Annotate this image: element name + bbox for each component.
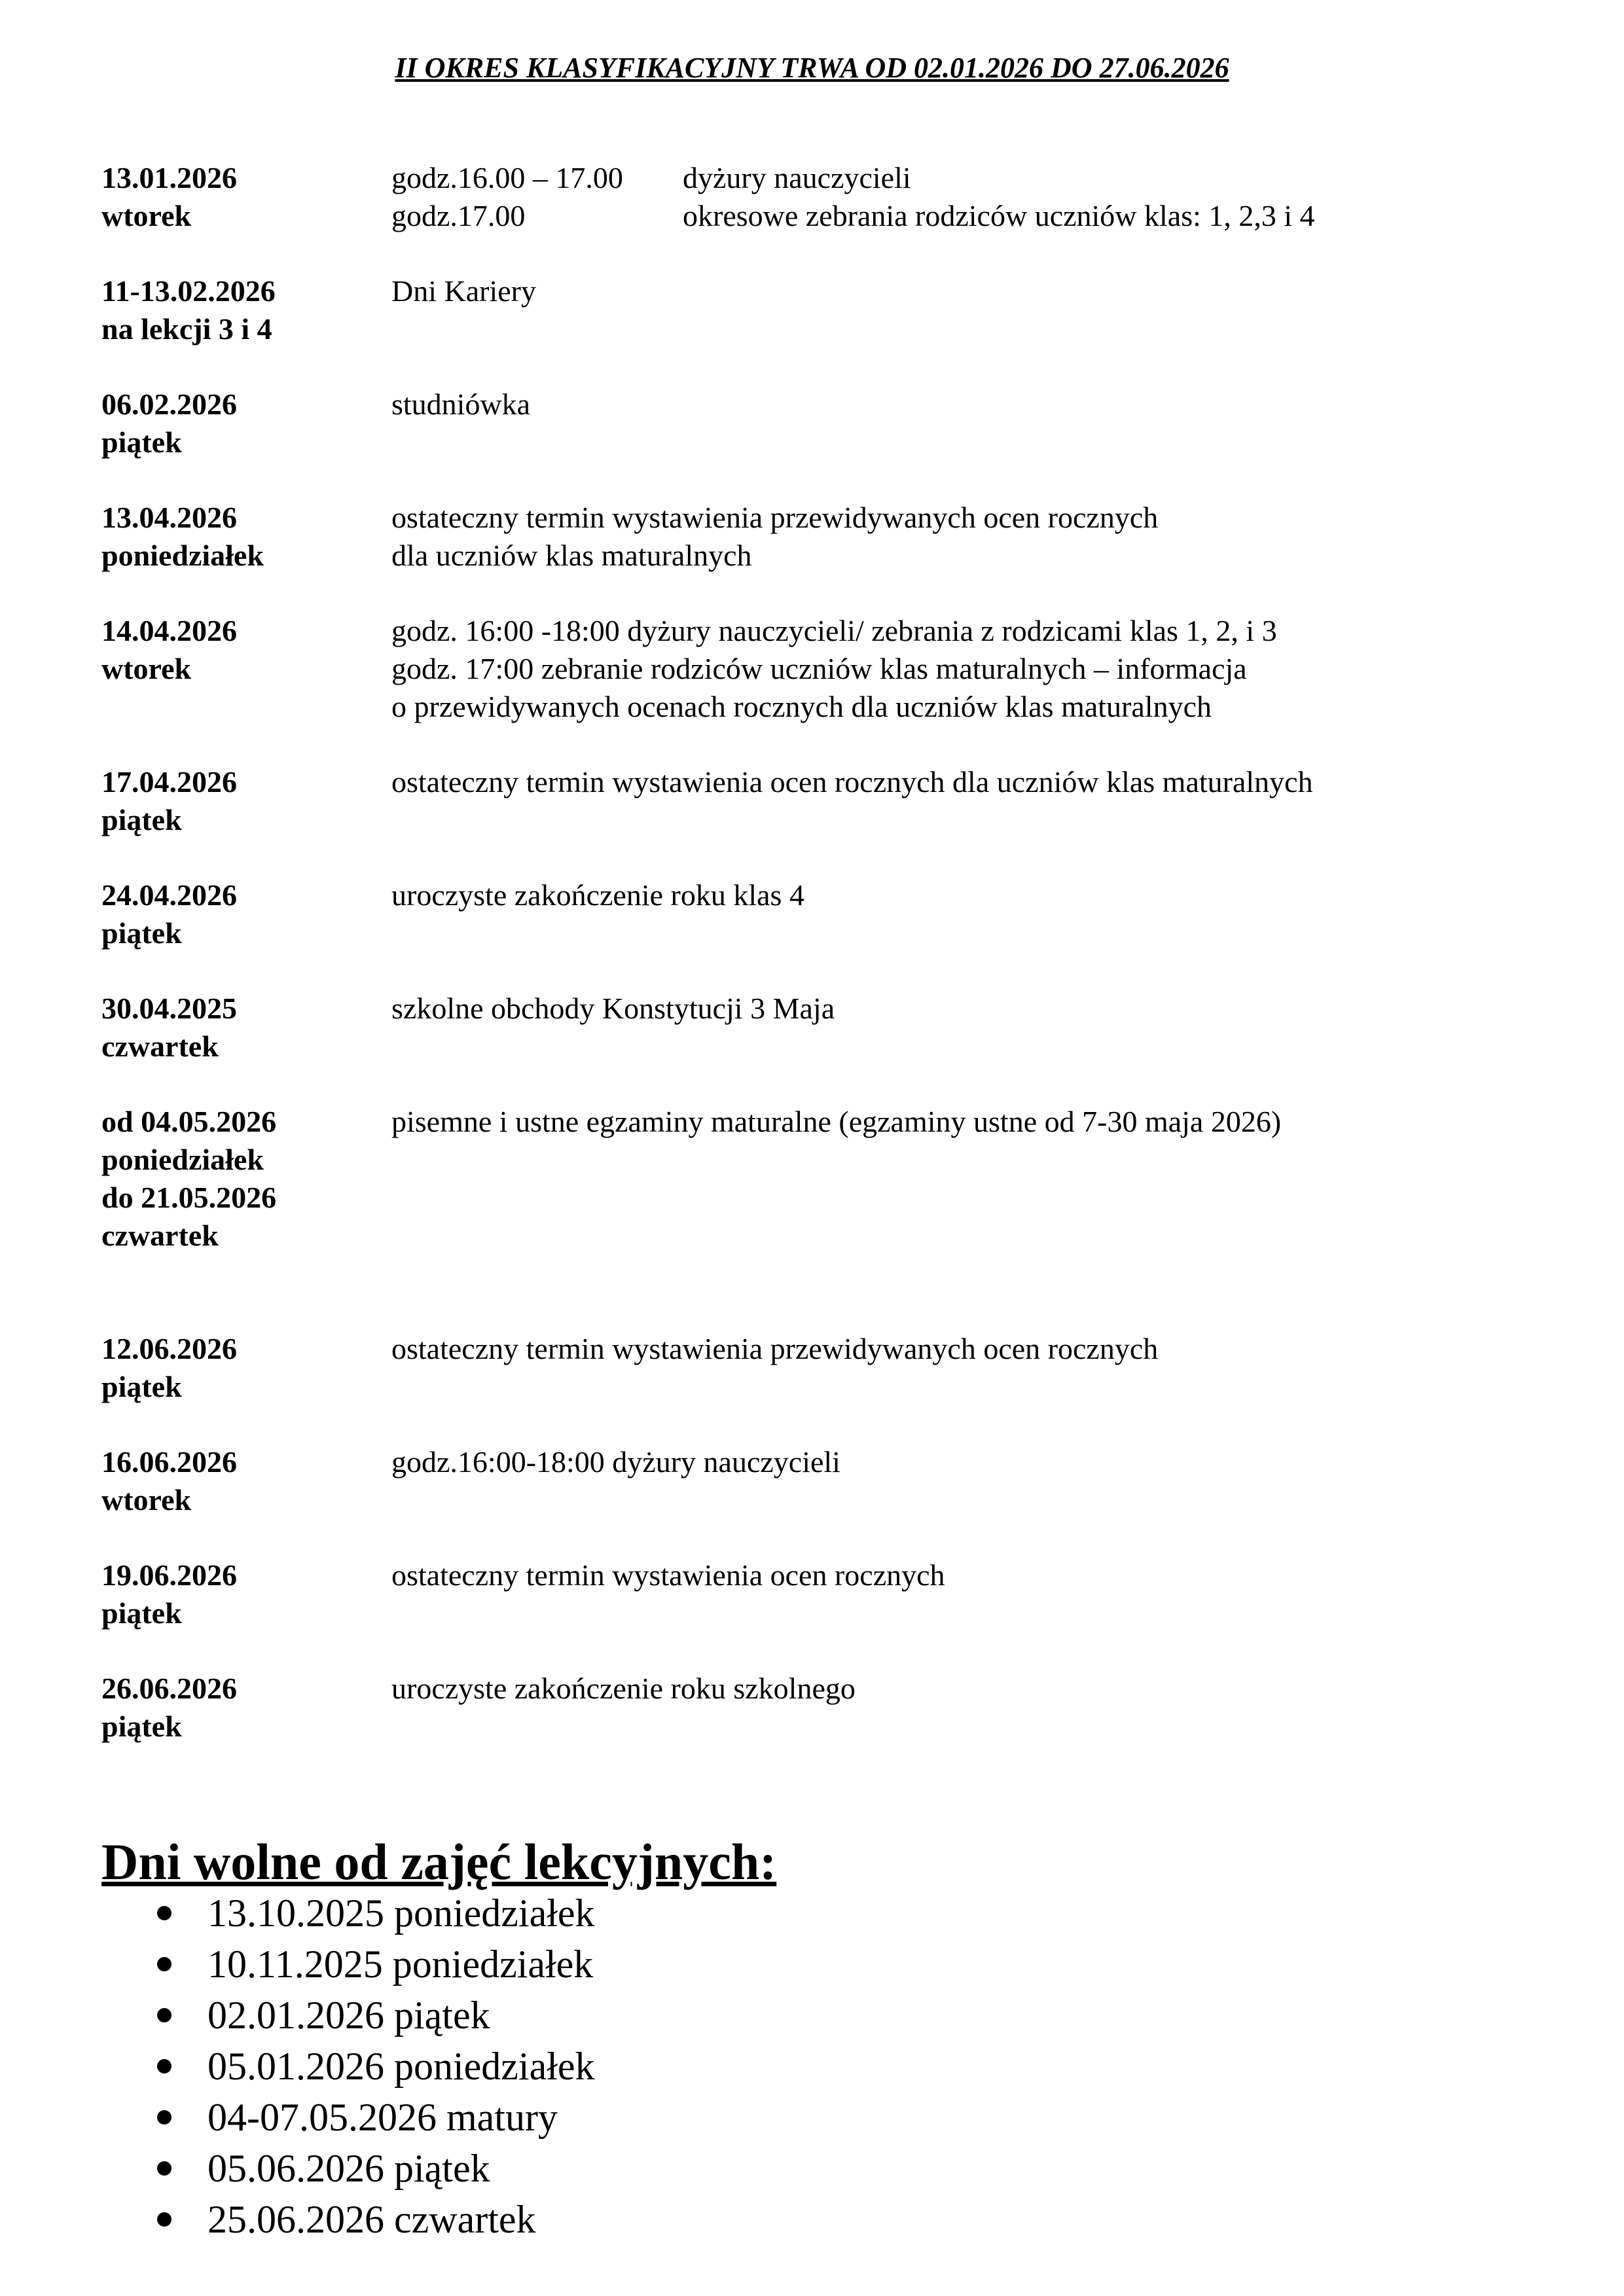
event-date-value: 13.01.2026 xyxy=(101,161,237,194)
event-date-detail: poniedziałek xyxy=(101,1143,264,1176)
event-text: Dni Kariery xyxy=(391,274,536,308)
free-day-text: 10.11.2025 poniedziałek xyxy=(208,1943,594,1986)
event-time: godz.16.00 – 17.00 xyxy=(391,161,623,194)
event-text: ostateczny termin wystawienia przewidywanych ocen rocznych xyxy=(391,501,1159,534)
event-date xyxy=(101,1443,391,1519)
event-text: godz. 17:00 zebranie rodziców uczniów klas maturalnych – informacja xyxy=(391,652,1247,685)
event-date xyxy=(101,763,391,839)
event-description xyxy=(391,386,1574,461)
events-list xyxy=(101,159,1574,1783)
event-time: godz.17.00 xyxy=(391,199,526,232)
event-description xyxy=(391,1443,1574,1519)
event-date-detail: czwartek xyxy=(101,1030,219,1063)
event-date-value: 16.06.2026 xyxy=(101,1445,237,1479)
event-text: o przewidywanych ocenach rocznych dla uczniów klas maturalnych xyxy=(391,690,1212,723)
event-date-value: 17.04.2026 xyxy=(101,765,237,798)
event-date-detail: do 21.05.2026 xyxy=(101,1181,277,1214)
free-day-text: 04-07.05.2026 matury xyxy=(208,2096,558,2139)
bullet-icon xyxy=(157,2008,171,2022)
free-day-text: 02.01.2026 piątek xyxy=(208,1994,490,2037)
event-description xyxy=(391,499,1574,575)
event-text: studniówka xyxy=(391,387,531,421)
event-date-value: 12.06.2026 xyxy=(101,1332,237,1365)
event-date-detail: czwartek xyxy=(101,1219,219,1252)
free-day-item xyxy=(101,2041,1574,2092)
event-date-detail: piątek xyxy=(101,1710,182,1743)
event-row xyxy=(101,1103,1574,1255)
event-date-detail: na lekcji 3 i 4 xyxy=(101,312,272,346)
event-description xyxy=(391,612,1574,726)
event-text: godz. 16:00 -18:00 dyżury nauczycieli/ zebrania z rodzicami klas 1, 2, i 3 xyxy=(391,614,1277,647)
event-date-detail: piątek xyxy=(101,803,182,836)
free-day-item xyxy=(101,1939,1574,1990)
event-row xyxy=(101,612,1574,726)
event-date-detail: piątek xyxy=(101,916,182,950)
free-day-text: 05.06.2026 piątek xyxy=(208,2147,490,2190)
event-text: dla uczniów klas maturalnych xyxy=(391,539,752,572)
event-date-value: 19.06.2026 xyxy=(101,1558,237,1592)
free-day-item xyxy=(101,2143,1574,2194)
free-day-item xyxy=(101,1990,1574,2041)
event-row xyxy=(101,1670,1574,1746)
free-day-text: 25.06.2026 czwartek xyxy=(208,2198,536,2241)
free-days-title: Dni wolne od zajęć lekcyjnych: xyxy=(101,1833,777,1890)
event-description xyxy=(391,159,1574,235)
event-text: pisemne i ustne egzaminy maturalne (egzaminy ustne od 7-30 maja 2026) xyxy=(391,1105,1282,1138)
event-date-detail: wtorek xyxy=(101,652,192,685)
event-description xyxy=(391,1103,1574,1255)
event-row xyxy=(101,159,1574,235)
event-date-value: 26.06.2026 xyxy=(101,1672,237,1705)
event-date-value: 24.04.2026 xyxy=(101,878,237,912)
bullet-icon xyxy=(157,1957,171,1971)
event-date xyxy=(101,1103,391,1255)
event-date xyxy=(101,1556,391,1632)
event-text: ostateczny termin wystawienia przewidywanych ocen rocznych xyxy=(391,1332,1159,1365)
event-row xyxy=(101,1443,1574,1519)
free-day-item xyxy=(101,2194,1574,2245)
event-row xyxy=(101,876,1574,952)
free-day-text: 05.01.2026 poniedziałek xyxy=(208,2045,595,2088)
bullet-icon xyxy=(157,2212,171,2227)
event-description xyxy=(391,1330,1574,1406)
event-date-value: 06.02.2026 xyxy=(101,387,237,421)
event-date-value: 14.04.2026 xyxy=(101,614,237,647)
event-description xyxy=(391,876,1574,952)
event-date-value: 11-13.02.2026 xyxy=(101,274,276,308)
event-row xyxy=(101,386,1574,461)
event-text: godz.16:00-18:00 dyżury nauczycieli xyxy=(391,1445,840,1479)
bullet-icon xyxy=(157,2059,171,2073)
event-text: szkolne obchody Konstytucji 3 Maja xyxy=(391,992,835,1025)
event-row xyxy=(101,1556,1574,1632)
event-description xyxy=(391,1556,1574,1632)
event-text: uroczyste zakończenie roku klas 4 xyxy=(391,878,804,912)
event-date-detail: piątek xyxy=(101,1596,182,1630)
event-text: ostateczny termin wystawienia ocen rocznych dla uczniów klas maturalnych xyxy=(391,765,1313,798)
event-date-detail: wtorek xyxy=(101,199,192,232)
event-date-value: od 04.05.2026 xyxy=(101,1105,277,1138)
event-text: uroczyste zakończenie roku szkolnego xyxy=(391,1672,856,1705)
event-row xyxy=(101,499,1574,575)
event-date xyxy=(101,1330,391,1406)
event-date xyxy=(101,1670,391,1746)
event-date xyxy=(101,990,391,1066)
bullet-icon xyxy=(157,1906,171,1920)
event-date-detail: poniedziałek xyxy=(101,539,264,572)
event-description xyxy=(391,272,1574,348)
event-date-value: 13.04.2026 xyxy=(101,501,237,534)
event-date xyxy=(101,386,391,461)
free-days-section xyxy=(101,1833,1574,2245)
event-text: ostateczny termin wystawienia ocen rocznych xyxy=(391,1558,945,1592)
event-row xyxy=(101,1330,1574,1406)
page-heading: II OKRES KLASYFIKACYJNY TRWA OD 02.01.2026 DO 27.06.2026 xyxy=(395,52,1229,84)
event-date-detail: piątek xyxy=(101,425,182,459)
event-description xyxy=(391,763,1574,839)
bullet-icon xyxy=(157,2110,171,2125)
event-date xyxy=(101,159,391,235)
event-date xyxy=(101,272,391,348)
event-text: okresowe zebrania rodziców uczniów klas: 1, 2,3 i 4 xyxy=(683,199,1315,232)
bullet-icon xyxy=(157,2161,171,2176)
event-date xyxy=(101,876,391,952)
free-days-list xyxy=(101,1888,1574,2245)
event-date xyxy=(101,499,391,575)
event-date-detail: piątek xyxy=(101,1370,182,1403)
event-description xyxy=(391,990,1574,1066)
event-date xyxy=(101,612,391,726)
event-date-value: 30.04.2025 xyxy=(101,992,237,1025)
free-day-item xyxy=(101,1888,1574,1939)
event-row xyxy=(101,272,1574,348)
event-date-detail: wtorek xyxy=(101,1483,192,1516)
event-text: dyżury nauczycieli xyxy=(683,161,911,194)
free-day-text: 13.10.2025 poniedziałek xyxy=(208,1892,595,1935)
free-day-item xyxy=(101,2092,1574,2143)
event-description xyxy=(391,1670,1574,1746)
event-row xyxy=(101,990,1574,1066)
event-row xyxy=(101,763,1574,839)
